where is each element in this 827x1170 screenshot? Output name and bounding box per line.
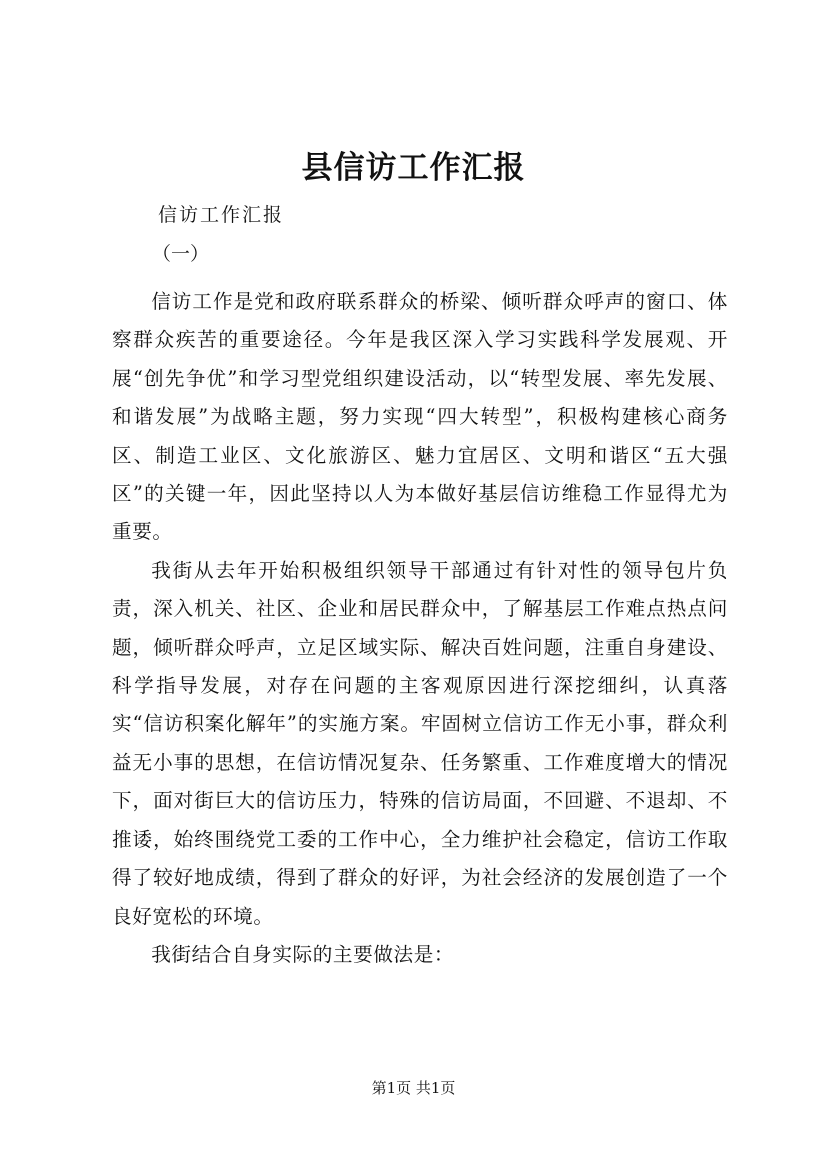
document-subtitle: 信访工作汇报 <box>158 204 285 226</box>
paragraph-1: 信访工作是党和政府联系群众的桥梁、倾听群众呼声的窗口、体察群众疾苦的重要途径。今年是我区深入学习实践科学发展观、开展“创先争优”和学习型党组织建设活动，以“转型发展、率先发展、和谐发展”为战略主题，努力实现“四大转型”，积极构建核心商务区、制造工业区、文化旅游区、魅力宜居区、文明和谐区“五大强区”的关键一年，因此坚持以人为本做好基层信访维稳工作显得尤为重要。 <box>112 290 728 544</box>
paragraph-2: 我街从去年开始积极组织领导干部通过有针对性的领导包片负责，深入机关、社区、企业和居民群众中，了解基层工作难点热点问题，倾听群众呼声，立足区域实际、解决百姓问题，注重自身建设、科学指导发展，对存在问题的主客观原因进行深挖细纠，认真落实“信访积案化解年”的实施方案。牢固树立信访工作无小事，群众利益无小事的思想，在信访情况复杂、任务繁重、工作难度增大的情况下，面对街巨大的信访压力，特殊的信访局面，不回避、不退却、不推诿，始终围绕党工委的工作中心，全力维护社会稳定，信访工作取得了较好地成绩，得到了群众的好评，为社会经济的发展创造了一个良好宽松的环境。 <box>112 558 728 928</box>
paragraph-3: 我街结合自身实际的主要做法是： <box>151 942 455 966</box>
document-title: 县信访工作汇报 <box>301 150 526 186</box>
document-body <box>112 283 728 974</box>
page-footer: 第1页 共1页 <box>371 1079 456 1097</box>
section-number: （一） <box>152 243 210 265</box>
